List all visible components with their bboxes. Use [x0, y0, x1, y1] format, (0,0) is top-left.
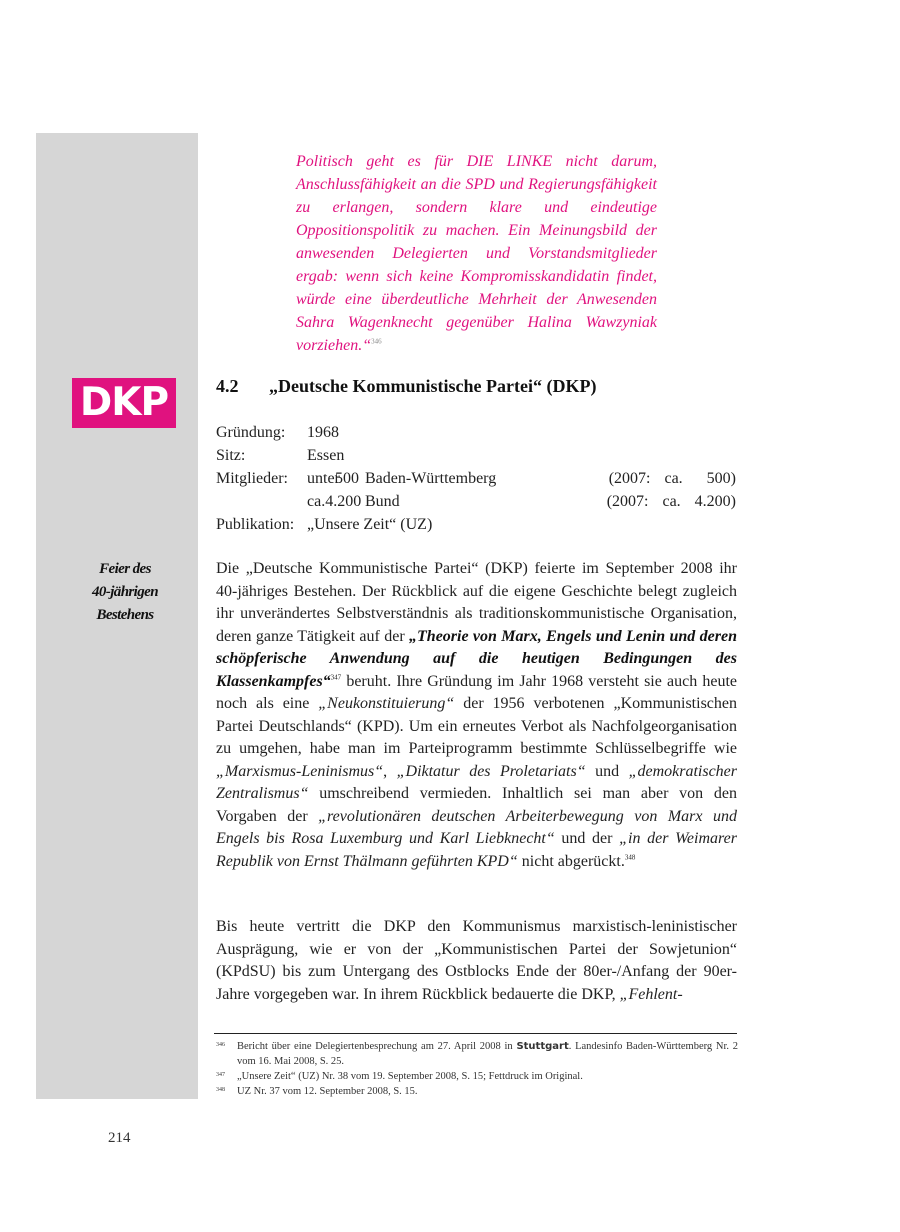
fact-value: „Unsere Zeit“ (UZ)	[307, 516, 433, 533]
footnote-ref: 347	[330, 673, 342, 682]
member-number: 4.200	[325, 493, 362, 510]
fact-row-publication	[216, 513, 736, 536]
margin-note-line: Feier des	[99, 561, 151, 577]
prev-year: (2007:	[608, 470, 651, 487]
body-paragraph	[216, 916, 737, 1006]
page-number: 214	[108, 1130, 131, 1146]
fact-label: Publikation:	[216, 516, 295, 533]
fact-row-founding	[216, 421, 736, 444]
footnote-text	[237, 1039, 738, 1069]
fact-label: Mitglieder:	[216, 470, 288, 487]
italic-quote: „Marxismus-Leninismus“	[216, 762, 384, 780]
margin-note-line: 40-jährigen	[92, 584, 158, 600]
member-previous	[555, 467, 736, 490]
italic-quote: „Neukonstituierung“	[318, 695, 455, 712]
member-count	[307, 467, 365, 490]
fact-value: Essen	[307, 447, 345, 464]
footnote-number: 346	[216, 1042, 225, 1048]
dkp-logo: DKP	[72, 378, 176, 428]
fact-row-members	[216, 490, 736, 513]
text-run: Bis heute vertritt die DKP den Kommunismus marxistisch-leninistischer Ausprägung, wie er von der „Kommunistischen Partei der Sowjetunion“ (KPdSU) bis zum Untergang des Ostblocks Ende der 80er-/Anfang der 90er-Jahre vorgegeben war. In ihrem Rückblick bedauerte die DKP,	[216, 918, 737, 1003]
text-run: beruht. Ihre Gründung im Jahr 1968 versteht sie auch heute noch als eine	[216, 672, 737, 712]
footnote-divider	[214, 1033, 737, 1034]
footnote-text: UZ Nr. 37 vom 12. September 2008, S. 15.	[237, 1086, 418, 1097]
body-paragraph	[216, 558, 737, 873]
italic-quote: „Fehlent-	[619, 985, 683, 1003]
bold-place: Stuttgart	[516, 1041, 569, 1052]
footnote	[216, 1084, 738, 1099]
fact-label	[216, 490, 307, 513]
member-number: 500	[335, 470, 359, 487]
member-previous	[555, 490, 736, 513]
prev-year: (2007:	[606, 493, 649, 510]
footnotes	[216, 1039, 738, 1099]
text-run: und der	[554, 830, 620, 847]
footnote-text: „Unsere Zeit“ (UZ) Nr. 38 vom 19. September 2008, S. 15; Fettdruck im Original.	[237, 1071, 583, 1082]
text-run: und	[585, 762, 629, 780]
margin-note	[70, 558, 180, 627]
text-run: Bericht über eine Delegiertenbesprechung am 27. April 2008 in	[237, 1041, 517, 1052]
prev-qualifier: ca.	[662, 493, 681, 510]
text-run: ,	[383, 762, 397, 780]
member-region: Bund	[365, 493, 400, 510]
footnote-ref: 346	[371, 337, 382, 346]
quote-text: Politisch geht es für DIE LINKE nicht darum, Anschlussfähigkeit an die SPD und Regierungsfähigkeit zu erlangen, sondern klare und eindeutige Oppositionspolitik zu machen. Ein Meinungsbild der anwesenden Delegierten und Vorstandsmitglieder ergab: wenn sich keine Kompromisskandidatin findet, würde eine überdeutliche Mehrheit der Anwesenden Sahra Wagenknecht gegenüber Halina Wawzyniak vorziehen.“	[296, 153, 657, 354]
fact-label: Sitz:	[216, 447, 246, 464]
footnote-ref: 348	[624, 853, 636, 862]
italic-quote: „Diktatur des Proletariats“	[396, 762, 586, 780]
member-qualifier: unter	[307, 470, 340, 487]
emphasis-quote: „Theorie von Marx, Engels und Lenin und deren schöpferische Anwendung auf die heutigen Bedingungen des Klassenkampfes“	[216, 627, 737, 690]
italic-quote: „demokratischer Zentralismus“	[216, 762, 738, 802]
prev-count: 500)	[706, 470, 736, 487]
footnote	[216, 1069, 738, 1084]
footnote-number: 347	[216, 1072, 225, 1078]
text-run: Die „Deutsche Kommunistische Partei“ (DKP) feierte im September 2008 ihr 40-jähriges Bestehen. Der Rückblick auf die eigene Geschichte belegt zugleich ihr unverändertes Selbstverständnis als traditionskommunistische Organisation, deren ganze Tätigkeit auf der	[216, 560, 737, 645]
member-region: Baden-Württemberg	[365, 470, 497, 487]
italic-quote: „in der Weimarer Republik von Ernst Thälmann geführten KPD“	[216, 830, 737, 870]
fact-sheet	[216, 421, 736, 536]
section-number: 4.2	[216, 376, 239, 396]
italic-quote: „revolutionären deutschen Arbeiterbewegung von Marx und Engels bis Rosa Luxemburg und Karl Liebknecht“	[216, 807, 737, 847]
text-run: umschreibend vermieden. Inhaltlich sei man aber von den Vorgaben der	[216, 785, 737, 825]
fact-row-seat	[216, 444, 736, 467]
fact-value: 1968	[307, 424, 339, 441]
margin-note-line: Bestehens	[96, 607, 154, 623]
footnote-number: 348	[216, 1087, 225, 1093]
fact-label: Gründung:	[216, 424, 286, 441]
footnote	[216, 1039, 738, 1069]
section-title: „Deutsche Kommunistische Partei“ (DKP)	[269, 376, 597, 396]
member-qualifier: ca.	[307, 493, 326, 510]
text-run: der 1956 verbotenen „Kommunistischen Partei Deutschlands“ (KPD). Um ein erneutes Verbot als Nachfolgeorganisation zu umgehen, habe man im Parteiprogramm bestimmte Schlüsselbegriffe wie	[216, 695, 738, 757]
prev-count: 4.200)	[694, 493, 736, 510]
fact-row-members	[216, 467, 736, 490]
text-run: . Landesinfo Baden-Württemberg Nr. 2 vom 16. Mai 2008, S. 25.	[237, 1041, 739, 1067]
member-count	[307, 490, 365, 513]
text-run: nicht abgerückt.	[517, 852, 625, 870]
prev-qualifier: ca.	[664, 470, 683, 487]
section-heading	[216, 376, 716, 397]
quote-block	[296, 150, 657, 357]
